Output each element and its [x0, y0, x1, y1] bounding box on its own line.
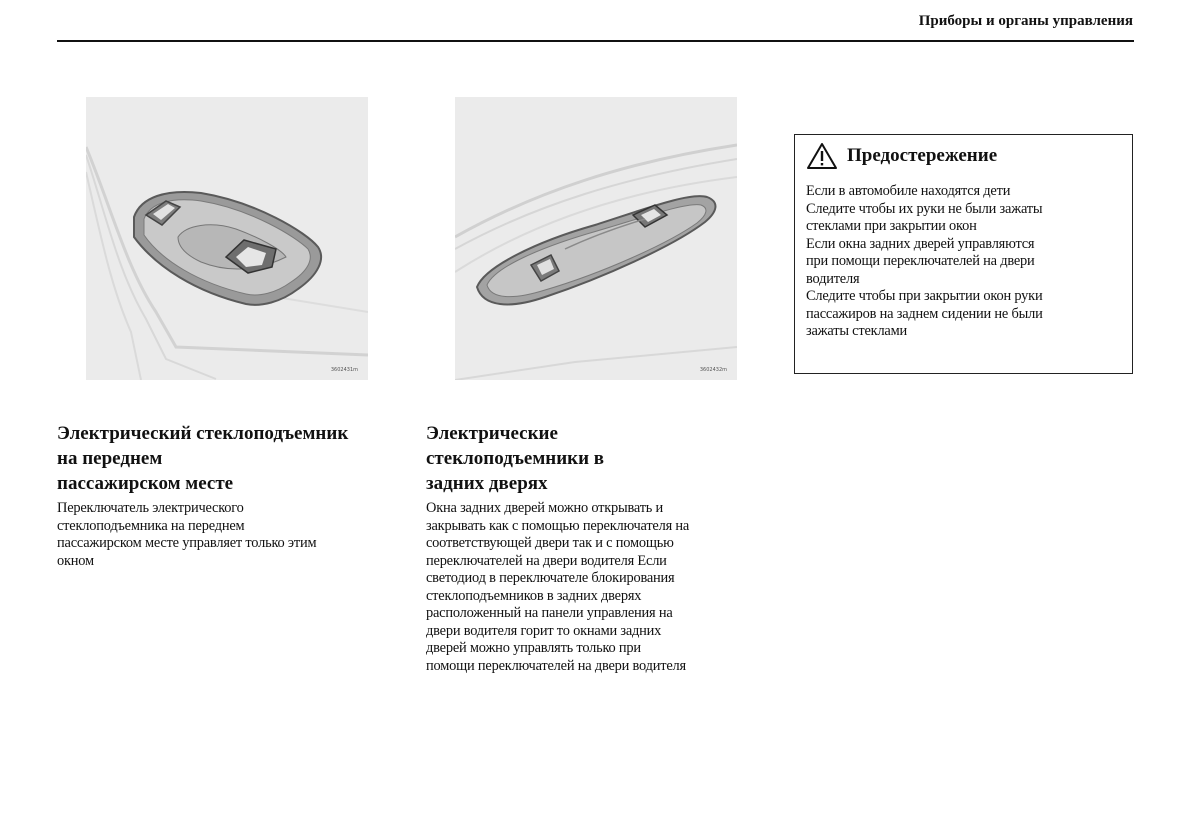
rear-door-switch-figure: [455, 97, 737, 380]
warning-line: Если окна задних дверей управляются: [806, 235, 1035, 252]
text-line: помощи переключателей на двери водителя: [426, 657, 686, 674]
title-line: задних дверях: [426, 473, 548, 494]
title-line: стеклоподъемники в: [426, 448, 605, 469]
text-line: расположенный на панели управления на: [426, 605, 673, 621]
front-passenger-section-title: [57, 421, 348, 496]
text-line: стеклоподъемника на переднем: [57, 517, 245, 534]
page-section-title: Приборы и органы управления: [918, 13, 1133, 29]
warning-title: Предостережение: [847, 145, 998, 166]
text-line: соответствующей двери так и с помощью: [426, 535, 674, 551]
text-line: дверей можно управлять только при: [426, 640, 641, 656]
front-passenger-switch-figure: [86, 97, 368, 380]
text-line: двери водителя горит то окнами задних: [426, 622, 662, 639]
warning-text: [806, 183, 1043, 341]
front-passenger-section-text: [57, 500, 316, 570]
text-line: светодиод в переключателе блокирования: [426, 570, 675, 586]
warning-line: стеклами при закрытии окон: [806, 218, 977, 234]
warning-header: [806, 142, 997, 170]
title-line: Электрический стеклоподъемник: [57, 423, 349, 444]
figure-code: 3602431m: [330, 367, 358, 373]
rear-doors-section-text: [426, 500, 689, 675]
title-line: пассажирском месте: [57, 473, 234, 494]
text-line: переключателей на двери водителя Если: [426, 552, 667, 569]
figure-code: 3602432m: [699, 367, 727, 373]
warning-line: Следите чтобы при закрытии окон руки: [806, 288, 1043, 304]
text-line: Окна задних дверей можно открывать и: [426, 500, 664, 516]
text-line: окном: [57, 552, 94, 569]
warning-line: зажаты стеклами: [806, 323, 908, 339]
title-line: Электрические: [426, 423, 558, 444]
text-line: пассажирском месте управляет только этим: [57, 535, 317, 551]
warning-line: водителя: [806, 270, 860, 287]
warning-line: Следите чтобы их руки не были зажаты: [806, 200, 1043, 217]
text-line: стеклоподъемников в задних дверях: [426, 587, 642, 604]
title-line: на переднем: [57, 448, 163, 469]
front-passenger-switch-illustration: [86, 97, 368, 380]
rear-doors-section-title: [426, 421, 604, 496]
warning-line: Если в автомобиле находятся дети: [806, 183, 1011, 199]
header-rule: [57, 40, 1134, 42]
warning-line: при помощи переключателей на двери: [806, 253, 1035, 269]
text-line: закрывать как с помощью переключателя на: [426, 517, 690, 534]
warning-triangle-icon: [806, 142, 838, 170]
rear-door-switch-illustration: [455, 97, 737, 380]
warning-line: пассажиров на заднем сидении не были: [806, 305, 1043, 322]
text-line: Переключатель электрического: [57, 500, 244, 516]
warning-box: [794, 134, 1133, 374]
